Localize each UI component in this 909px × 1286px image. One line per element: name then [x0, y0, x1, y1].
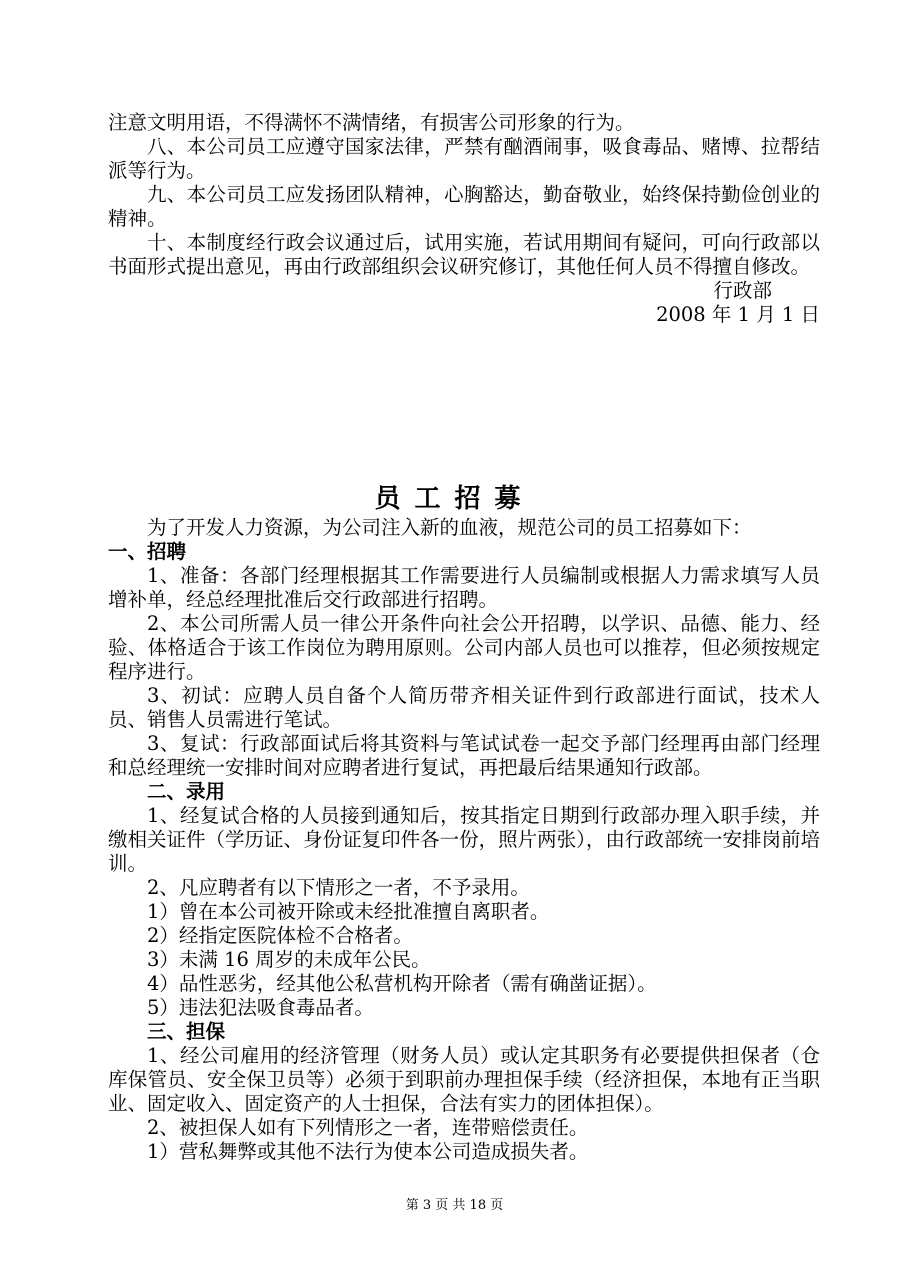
guarantee-subitem: 1）营私舞弊或其他不法行为使本公司造成损失者。 — [147, 1140, 589, 1163]
heading-hire: 二、录用 — [147, 780, 226, 803]
hire-subitem: 1）曾在本公司被开除或未经批准擅自离职者。 — [147, 900, 550, 923]
page-footer: 第 3 页 共 18 页 — [405, 1198, 504, 1213]
recruitment-body — [108, 516, 820, 1164]
section-title: 员工招募 — [374, 484, 535, 514]
hire-item: 2、凡应聘者有以下情形之一者，不予录用。 — [147, 876, 530, 899]
hire-subitem: 5）违法犯法吸食毒品者。 — [147, 996, 374, 1019]
paragraph-rule-9: 九、本公司员工应发扬团队精神，心胸豁达，勤奋敬业，始终保持勤俭创业的精神。 — [108, 183, 820, 230]
recruit-item: 3、复试：行政部面试后将其资料与笔试试卷一起交予部门经理再由部门经理和总经理统一安排时间对应聘者进行复试，再把最后结果通知行政部。 — [108, 732, 820, 779]
paragraph-rule-10: 十、本制度经行政会议通过后，试用实施，若试用期间有疑问，可向行政部以书面形式提出意见，再由行政部组织会议研究修订，其他任何人员不得擅自修改。 — [108, 231, 820, 278]
recruit-item: 3、初试：应聘人员自备个人简历带齐相关证件到行政部进行面试，技术人员、销售人员需进行笔试。 — [108, 684, 820, 731]
signature-date: 2008 年 1 月 1 日 — [656, 303, 820, 326]
guarantee-item: 1、经公司雇用的经济管理（财务人员）或认定其职务有必要提供担保者（仓库保管员、安全保卫员等）必须于到职前办理担保手续（经济担保，本地有正当职业、固定收入、固定资产的人士担保，合法有实力的团体担保）。 — [108, 1044, 820, 1115]
intro-paragraph: 为了开发人力资源，为公司注入新的血液，规范公司的员工招募如下： — [147, 516, 752, 539]
hire-subitem: 3）未满 16 周岁的未成年公民。 — [147, 948, 431, 971]
signature-department: 行政部 — [713, 279, 772, 302]
paragraph-closing-line: 注意文明用语，不得满怀不满情绪，有损害公司形象的行为。 — [108, 111, 635, 134]
guarantee-item: 2、被担保人如有下列情形之一者，连带赔偿责任。 — [147, 1116, 589, 1139]
heading-guarantee: 三、担保 — [147, 1020, 226, 1043]
hire-subitem: 4）品性恶劣，经其他公私营机构开除者（需有确凿证据）。 — [147, 972, 657, 995]
hire-item: 1、经复试合格的人员接到通知后，按其指定日期到行政部办理入职手续，并缴相关证件（学历证、身份证复印件各一份，照片两张），由行政部统一安排岗前培训。 — [108, 804, 820, 875]
heading-recruit: 一、招聘 — [108, 540, 187, 563]
recruit-item: 1、准备：各部门经理根据其工作需要进行人员编制或根据人力需求填写人员增补单，经总经理批准后交行政部进行招聘。 — [108, 564, 820, 611]
paragraph-rule-8: 八、本公司员工应遵守国家法律，严禁有酗酒闹事，吸食毒品、赌博、拉帮结派等行为。 — [108, 135, 820, 182]
rules-continuation — [108, 111, 820, 327]
recruit-item: 2、本公司所需人员一律公开条件向社会公开招聘，以学识、品德、能力、经验、体格适合于该工作岗位为聘用原则。公司内部人员也可以推荐，但必须按规定程序进行。 — [108, 612, 820, 683]
hire-subitem: 2）经指定医院体检不合格者。 — [147, 924, 413, 947]
